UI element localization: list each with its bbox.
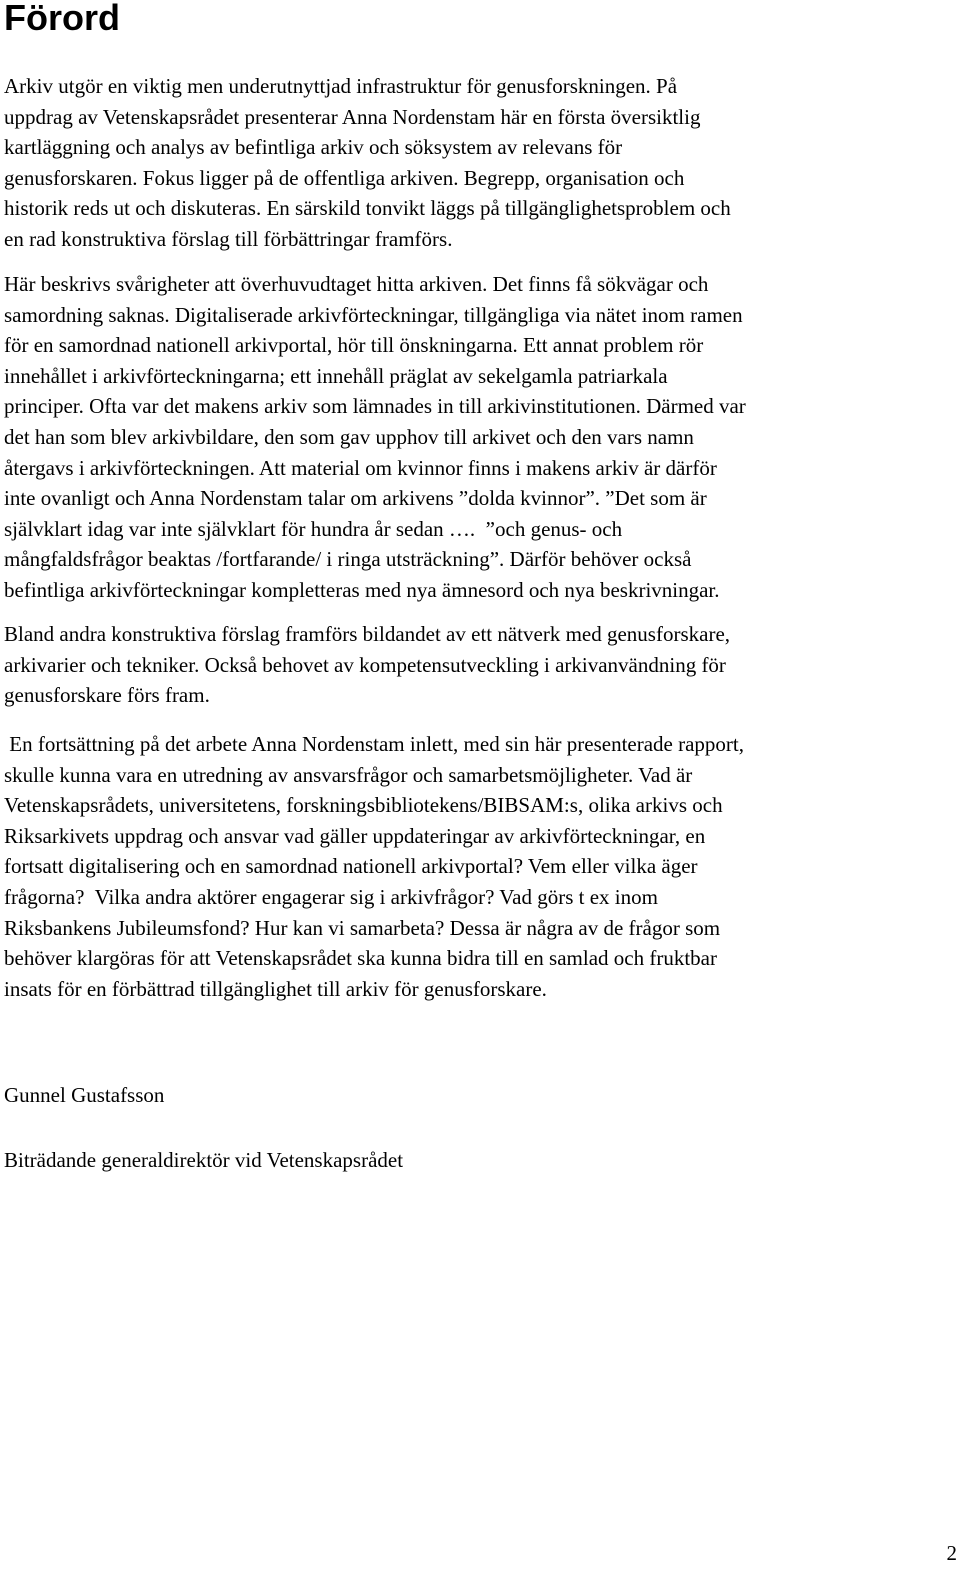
paragraph-continuation (4, 729, 950, 1004)
text-line: inte ovanligt och Anna Nordenstam talar om arkivens ”dolda kvinnor”. ”Det som är (4, 486, 707, 511)
text-line: innehållet i arkivförteckningarna; ett innehåll präglat av sekelgamla patriarkala (4, 363, 668, 388)
page-number: 2 (946, 1541, 957, 1565)
text-line: mångfaldsfrågor beaktas /fortfarande/ i ringa utsträckning”. Därför behöver också (4, 547, 692, 572)
paragraph-intro (4, 71, 950, 255)
text-line: Arkiv utgör en viktig men underutnyttjad infrastruktur för genusforskningen. På (4, 74, 678, 98)
text-line: frågorna? Vilka andra aktörer engagerar sig i arkivfrågor? Vad görs t ex inom (4, 884, 658, 909)
text-line: arkivarier och tekniker. Också behovet av kompetensutveckling i arkivanvändning för (4, 652, 726, 677)
text-line: Bland andra konstruktiva förslag framförs bildandet av ett nätverk med genusforskare, (4, 622, 731, 646)
text-line: befintliga arkivförteckningar kompletteras med nya ämnesord och nya beskrivningar. (4, 577, 720, 602)
text-line: det han som blev arkivbildare, den som gav upphov till arkivet och den vars namn (4, 424, 694, 449)
text-line: behöver klargöras för att Vetenskapsrådet ska kunna bidra till en samlad och fruktbar (4, 946, 717, 971)
text-line: en rad konstruktiva förslag till förbättringar framförs. (4, 226, 453, 251)
signature-name: Gunnel Gustafsson (4, 1083, 165, 1107)
text-line: insats för en förbättrad tillgänglighet till arkiv för genusforskare. (4, 976, 547, 1001)
text-line: självklart idag var inte självklart för hundra år sedan …. ”och genus- och (4, 516, 623, 541)
paragraph-proposals (4, 619, 950, 711)
text-line: genusforskare förs fram. (4, 683, 210, 708)
text-line: återgavs i arkivförteckningen. Att material om kvinnor finns i makens arkiv är därför (4, 455, 717, 480)
paragraph-problems (4, 269, 950, 606)
text-line: fortsatt digitalisering och en samordnad nationell arkivportal? Vem eller vilka äger (4, 854, 698, 879)
signature-role: Biträdande generaldirektör vid Vetenskapsrådet (4, 1148, 404, 1172)
text-line: för en samordnad nationell arkivportal, hör till önskningarna. Ett annat problem rör (4, 333, 704, 358)
page-title: Förord (4, 0, 120, 38)
text-line: Här beskrivs svårigheter att överhuvudtaget hitta arkiven. Det finns få sökvägar och (4, 272, 709, 296)
text-line: uppdrag av Vetenskapsrådet presenterar Anna Nordenstam här en första översiktlig (4, 104, 701, 129)
text-line: En fortsättning på det arbete Anna Nordenstam inlett, med sin här presenterade rapport, (4, 732, 745, 756)
text-line: samordning saknas. Digitaliserade arkivförteckningar, tillgängliga via nätet inom ramen (4, 302, 743, 327)
text-line: kartläggning och analys av befintliga arkiv och söksystem av relevans för (4, 135, 623, 160)
text-line: historik reds ut och diskuteras. En särskild tonvikt läggs på tillgänglighetsproblem och (4, 196, 731, 221)
text-line: skulle kunna vara en utredning av ansvarsfrågor och samarbetsmöjligheter. Vad är (4, 762, 693, 787)
text-line: Vetenskapsrådets, universitetens, forskningsbibliotekens/BIBSAM:s, olika arkivs och (4, 793, 723, 818)
text-line: Riksbankens Jubileumsfond? Hur kan vi samarbeta? Dessa är några av de frågor som (4, 915, 721, 940)
text-line: principer. Ofta var det makens arkiv som lämnades in till arkivinstitutionen. Därmed var (4, 394, 746, 419)
text-line: genusforskaren. Fokus ligger på de offentliga arkiven. Begrepp, organisation och (4, 165, 685, 190)
text-line: Riksarkivets uppdrag och ansvar vad gäller uppdateringar av arkivförteckningar, en (4, 823, 706, 848)
